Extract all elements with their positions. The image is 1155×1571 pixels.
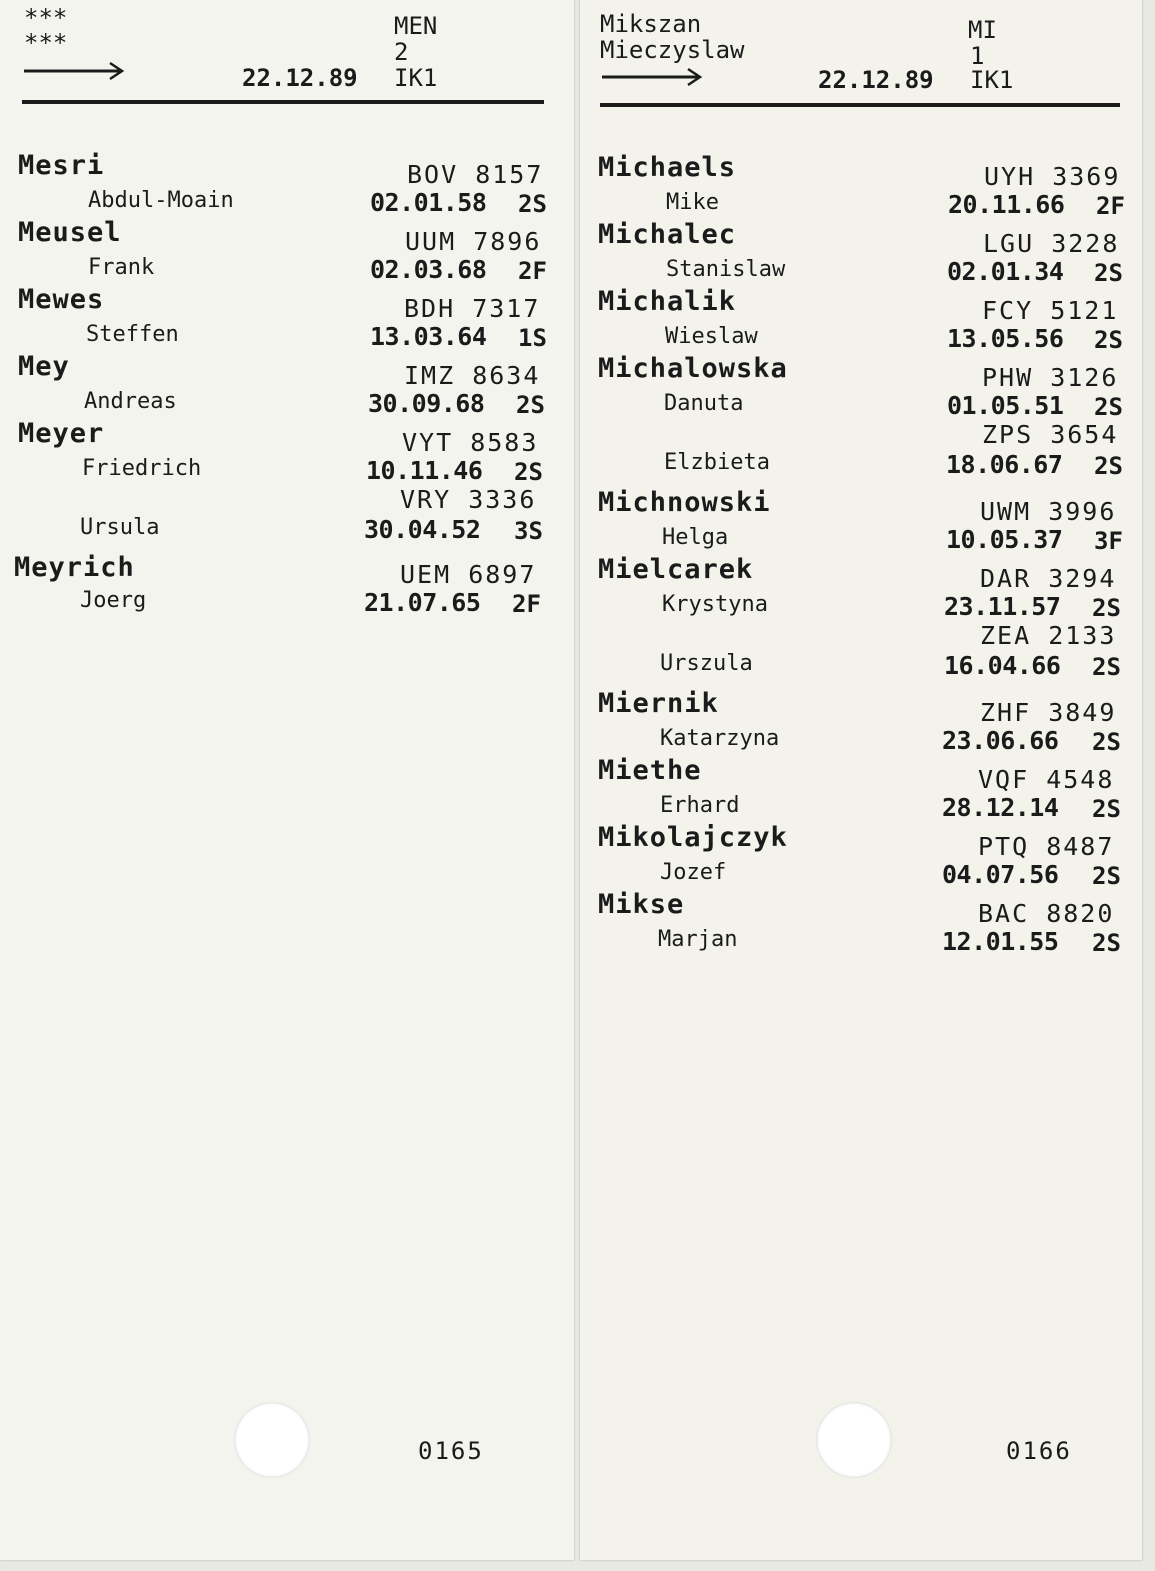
classification: 2F [1096, 192, 1125, 220]
classification: 3S [514, 517, 543, 545]
surname: Michnowski [598, 487, 771, 518]
given-name: Helga [662, 525, 729, 550]
classification: 2S [1094, 452, 1123, 480]
classification: 2S [1092, 594, 1121, 622]
classification: 2S [1092, 795, 1121, 823]
classification: 2S [518, 190, 547, 218]
given-name: Ursula [80, 515, 160, 540]
birth-date: 01.05.51 [947, 391, 1064, 420]
given-name: Krystyna [662, 592, 768, 617]
classification: 2S [1094, 259, 1123, 287]
registration-code: VQF 4548 [978, 765, 1115, 794]
classification: 2S [516, 391, 545, 419]
list-item [598, 755, 1128, 822]
index-card-right [580, 0, 1142, 1560]
arrow-right-icon [600, 66, 705, 88]
given-name: Katarzyna [660, 726, 780, 751]
registration-code: ZPS 3654 [982, 420, 1119, 449]
header-line1: Mikszan [600, 10, 702, 38]
registration-code: UWM 3996 [980, 497, 1117, 526]
birth-date: 30.04.52 [364, 515, 481, 544]
birth-date: 13.05.56 [947, 324, 1064, 353]
registration-code: IMZ 8634 [404, 361, 541, 390]
birth-date: 20.11.66 [948, 190, 1065, 219]
header-line1: *** [24, 4, 68, 32]
header-line2: Mieczyslaw [600, 36, 745, 64]
registration-code: UEM 6897 [400, 560, 537, 589]
birth-date: 04.07.56 [942, 860, 1059, 889]
header-code: MEN [394, 12, 438, 40]
header-rule [22, 100, 544, 104]
given-name: Frank [88, 255, 155, 280]
given-name: Abdul-Moain [88, 188, 234, 213]
given-name: Friedrich [82, 456, 202, 481]
header-code: MI [968, 16, 997, 44]
birth-date: 12.01.55 [942, 927, 1059, 956]
card-number: 0166 [1006, 1437, 1072, 1465]
surname: Mikolajczyk [598, 822, 788, 853]
given-name: Wieslaw [665, 324, 758, 349]
classification: 2F [518, 257, 547, 285]
classification: 2S [1094, 393, 1123, 421]
birth-date: 02.03.68 [370, 255, 487, 284]
registration-code: BDH 7317 [404, 294, 541, 323]
registration-code: BOV 8157 [407, 160, 544, 189]
surname: Mielcarek [598, 554, 754, 585]
given-name: Erhard [660, 793, 740, 818]
classification: 3F [1094, 527, 1123, 555]
surname: Michalik [598, 286, 737, 317]
birth-date: 23.11.57 [944, 592, 1061, 621]
surname: Michalowska [598, 353, 788, 384]
list-item [18, 485, 558, 552]
header-date: 22.12.89 [818, 66, 934, 94]
classification: 2S [1092, 728, 1121, 756]
given-name: Danuta [664, 391, 744, 416]
arrow-right-icon [22, 60, 127, 82]
card-number: 0165 [418, 1437, 484, 1465]
punch-hole [816, 1402, 892, 1478]
entry-list [14, 150, 558, 619]
list-item [598, 621, 1128, 688]
header-number: 2 [394, 38, 409, 66]
list-item [598, 889, 1128, 956]
classification: 2S [514, 458, 543, 486]
registration-code: ZEA 2133 [980, 621, 1117, 650]
registration-code: ZHF 3849 [980, 698, 1117, 727]
birth-date: 28.12.14 [942, 793, 1059, 822]
surname: Miernik [598, 688, 719, 719]
registration-code: UUM 7896 [405, 227, 542, 256]
header-office: IK1 [970, 66, 1014, 94]
list-item [598, 152, 1128, 219]
registration-code: VYT 8583 [402, 428, 539, 457]
given-name: Urszula [660, 651, 753, 676]
surname: Miethe [598, 755, 702, 786]
classification: 1S [518, 324, 547, 352]
surname: Michalec [598, 219, 737, 250]
entry-list [598, 152, 1128, 956]
list-item [18, 150, 558, 217]
birth-date: 02.01.58 [370, 188, 487, 217]
list-item [598, 554, 1128, 621]
birth-date: 23.06.66 [942, 726, 1059, 755]
header-office: IK1 [394, 64, 438, 92]
registration-code: PHW 3126 [982, 363, 1119, 392]
given-name: Elzbieta [664, 450, 770, 475]
registration-code: UYH 3369 [984, 162, 1121, 191]
registration-code: FCY 5121 [982, 296, 1119, 325]
given-name: Marjan [658, 927, 738, 952]
registration-code: BAC 8820 [978, 899, 1115, 928]
list-item [598, 420, 1128, 487]
header-number: 1 [970, 42, 985, 70]
birth-date: 21.07.65 [364, 588, 481, 617]
given-name: Mike [666, 190, 719, 215]
registration-code: DAR 3294 [980, 564, 1117, 593]
list-item [18, 418, 558, 485]
surname: Mey [18, 351, 70, 382]
header-line2: *** [24, 29, 68, 57]
birth-date: 10.11.46 [366, 456, 483, 485]
surname: Meyrich [14, 552, 135, 583]
birth-date: 16.04.66 [944, 651, 1061, 680]
header-date: 22.12.89 [242, 64, 358, 92]
classification: 2F [512, 590, 541, 618]
given-name: Joerg [80, 588, 147, 613]
surname: Mikse [598, 889, 685, 920]
classification: 2S [1092, 653, 1121, 681]
surname: Meusel [18, 217, 122, 248]
list-item [18, 217, 558, 284]
surname: Michaels [598, 152, 737, 183]
given-name: Andreas [84, 389, 177, 414]
classification: 2S [1092, 862, 1121, 890]
list-item [598, 822, 1128, 889]
surname: Meyer [18, 418, 105, 449]
list-item [598, 219, 1128, 286]
header-rule [600, 103, 1120, 107]
classification: 2S [1094, 326, 1123, 354]
registration-code: PTQ 8487 [978, 832, 1115, 861]
birth-date: 13.03.64 [370, 322, 487, 351]
given-name: Jozef [660, 860, 727, 885]
registration-code: VRY 3336 [400, 485, 537, 514]
birth-date: 02.01.34 [947, 257, 1064, 286]
classification: 2S [1092, 929, 1121, 957]
list-item [598, 688, 1128, 755]
surname: Mewes [18, 284, 105, 315]
registration-code: LGU 3228 [983, 229, 1120, 258]
given-name: Steffen [86, 322, 179, 347]
list-item [598, 286, 1128, 353]
list-item [598, 487, 1128, 554]
index-card-left [0, 0, 574, 1560]
birth-date: 18.06.67 [946, 450, 1063, 479]
birth-date: 30.09.68 [368, 389, 485, 418]
birth-date: 10.05.37 [946, 525, 1063, 554]
given-name: Stanislaw [666, 257, 786, 282]
list-item [18, 284, 558, 351]
list-item [18, 351, 558, 418]
punch-hole [234, 1402, 310, 1478]
list-item [598, 353, 1128, 420]
list-item [14, 552, 558, 619]
surname: Mesri [18, 150, 105, 181]
